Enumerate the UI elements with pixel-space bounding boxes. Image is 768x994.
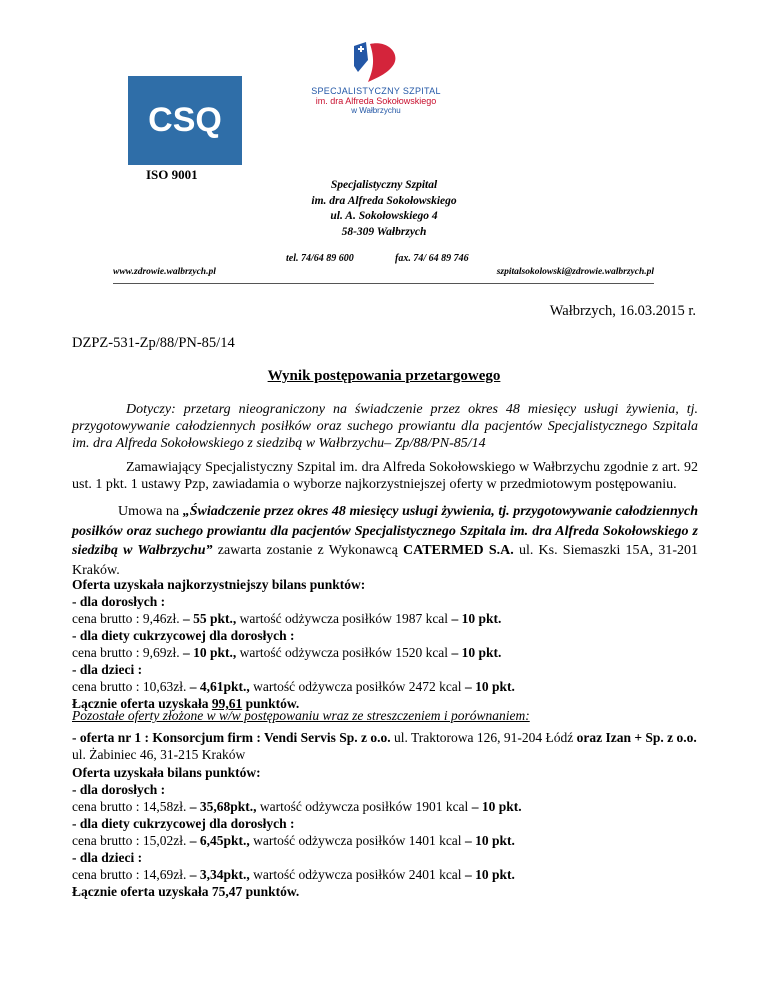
score-line: [72, 644, 712, 661]
score-line: [72, 610, 712, 627]
bidder-2: oraz Izan + Sp. z o.o.: [576, 730, 697, 745]
winning-offer-heading: Oferta uzyskała najkorzystniejszy bilans punktów:: [72, 577, 366, 592]
price: cena brutto : 14,58zł.: [72, 799, 190, 814]
total-suffix: punktów.: [242, 696, 300, 711]
group-diabetic: - dla diety cukrzycowej dla dorosłych :: [72, 628, 295, 643]
website-link[interactable]: www.zdrowie.walbrzych.pl: [113, 267, 216, 277]
address-line: ul. A. Sokołowskiego 4: [330, 210, 438, 222]
score-line: [72, 678, 712, 695]
group-children: - dla dzieci :: [72, 850, 143, 865]
total-prefix: Łącznie oferta uzyskała: [72, 696, 212, 711]
nutrition: wartość odżywcza posiłków 2472 kcal: [249, 679, 465, 694]
nutrition-points: – 10 pkt.: [471, 799, 522, 814]
price: cena brutto : 15,02zł.: [72, 833, 190, 848]
nutrition: wartość odżywcza posiłków 1987 kcal: [236, 611, 452, 626]
group-children: - dla dzieci :: [72, 662, 143, 677]
header-divider: [113, 283, 654, 284]
nutrition-points: – 10 pkt.: [464, 867, 515, 882]
address-line: 58-309 Wałbrzych: [341, 225, 427, 238]
nutrition-points: – 10 pkt.: [464, 679, 515, 694]
bidder-2-address: ul. Żabiniec 46, 31-215 Kraków: [72, 747, 246, 762]
price-points: – 55 pkt.,: [182, 611, 237, 626]
score-line: [72, 866, 712, 883]
hospital-name-line3: w Wałbrzychu: [351, 106, 401, 115]
subject-paragraph: Dotyczy: przetarg nieograniczony na świadczenie przez okres 48 miesięcy usługi żywienia, tj. przygotowywanie całodziennych posiłków oraz suchego prowiantu dla pacjentów Specjalistycznego Szpitala im. dra Alfreda Sokołowskiego z siedzibą w Wałbrzychu– Zp/88/PN-85/14: [72, 402, 698, 451]
csq-logo: [128, 76, 242, 165]
bidder-1-address: ul. Traktorowa 126, 91-204 Łódź: [390, 730, 577, 745]
score-line: [72, 798, 712, 815]
nutrition: wartość odżywcza posiłków 1901 kcal: [256, 799, 472, 814]
document-reference: DZPZ-531-Zp/88/PN-85/14: [72, 335, 235, 351]
nutrition: wartość odżywcza posiłków 2401 kcal: [249, 867, 465, 882]
price: cena brutto : 9,46zł.: [72, 611, 183, 626]
price: cena brutto : 14,69zł.: [72, 867, 190, 882]
address-line: im. dra Alfreda Sokołowskiego: [311, 194, 457, 207]
document-title: Wynik postępowania przetargowego: [267, 368, 501, 384]
winning-offer: [72, 576, 712, 712]
csq-logo-text: CSQ: [148, 101, 222, 139]
email-link[interactable]: szpitalsokolowski@zdrowie.walbrzych.pl: [496, 267, 654, 277]
price: cena brutto : 10,63zł.: [72, 679, 190, 694]
contract-mid: zawarta zostanie z Wykonawcą: [212, 543, 404, 558]
hospital-name: [296, 86, 456, 116]
address-line: Specjalistyczny Szpital: [330, 179, 438, 191]
contractor-address: ul. Ks. Siemaszki 15A, 31-201 Kraków.: [72, 543, 698, 578]
nutrition: wartość odżywcza posiłków 1401 kcal: [249, 833, 465, 848]
offer-1-total: Łącznie oferta uzyskała 75,47 punktów.: [72, 884, 300, 899]
bidder-1: - oferta nr 1 : Konsorcjum firm : Vendi Servis Sp. z o.o.: [72, 730, 391, 745]
phone: tel. 74/64 89 600: [286, 253, 354, 264]
contract-paragraph: [72, 502, 698, 580]
group-adults: - dla dorosłych :: [72, 782, 166, 797]
price-points: – 6,45pkt.,: [189, 833, 250, 848]
notice-paragraph: Zamawiający Specjalistyczny Szpital im. dra Alfreda Sokołowskiego w Wałbrzychu zgodnie z art. 92 ust. 1 pkt. 1 ustawy Pzp, zawiadamia o wyborze najkorzystniejszej oferty w przedmiotowym postępowaniu.: [72, 460, 698, 492]
contract-prefix: Umowa na: [118, 504, 183, 519]
nutrition-points: – 10 pkt.: [451, 645, 502, 660]
group-adults: - dla dorosłych :: [72, 594, 166, 609]
price-points: – 10 pkt.,: [182, 645, 237, 660]
price-points: – 3,34pkt.,: [189, 867, 250, 882]
iso-label: ISO 9001: [146, 167, 198, 182]
offer-1: [72, 729, 712, 900]
price-points: – 4,61pkt.,: [189, 679, 250, 694]
other-offers-heading: Pozostałe oferty złożone w w/w postępowaniu wraz ze streszczeniem i porównaniem:: [72, 708, 530, 723]
nutrition-points: – 10 pkt.: [464, 833, 515, 848]
document-date: Wałbrzych, 16.03.2015 r.: [549, 303, 696, 319]
contract-subject: „Świadczenie przez okres 48 miesięcy usługi żywienia, tj. przygotowywanie całodziennych posiłków oraz suchego prowiantu dla pacjentów Specjalistycznego Szpitala im. dra Alfreda Sokołowskiego z siedzibą w Wałbrzychu”: [72, 504, 698, 558]
contractor-name: CATERMED S.A.: [403, 543, 514, 558]
price-points: – 35,68pkt.,: [189, 799, 257, 814]
hospital-name-line1: SPECJALISTYCZNY SZPITAL: [311, 86, 441, 96]
fax: fax. 74/ 64 89 746: [395, 253, 469, 264]
hospital-address: [200, 178, 568, 240]
hospital-name-line2: im. dra Alfreda Sokołowskiego: [315, 96, 437, 106]
offer-1-bidder: [72, 729, 712, 763]
nutrition: wartość odżywcza posiłków 1520 kcal: [236, 645, 452, 660]
score-line: [72, 832, 712, 849]
price: cena brutto : 9,69zł.: [72, 645, 183, 660]
group-diabetic: - dla diety cukrzycowej dla dorosłych :: [72, 816, 295, 831]
nutrition-points: – 10 pkt.: [451, 611, 502, 626]
total-value: 99,61: [211, 696, 243, 711]
offer-1-heading: Oferta uzyskała bilans punktów:: [72, 765, 261, 780]
